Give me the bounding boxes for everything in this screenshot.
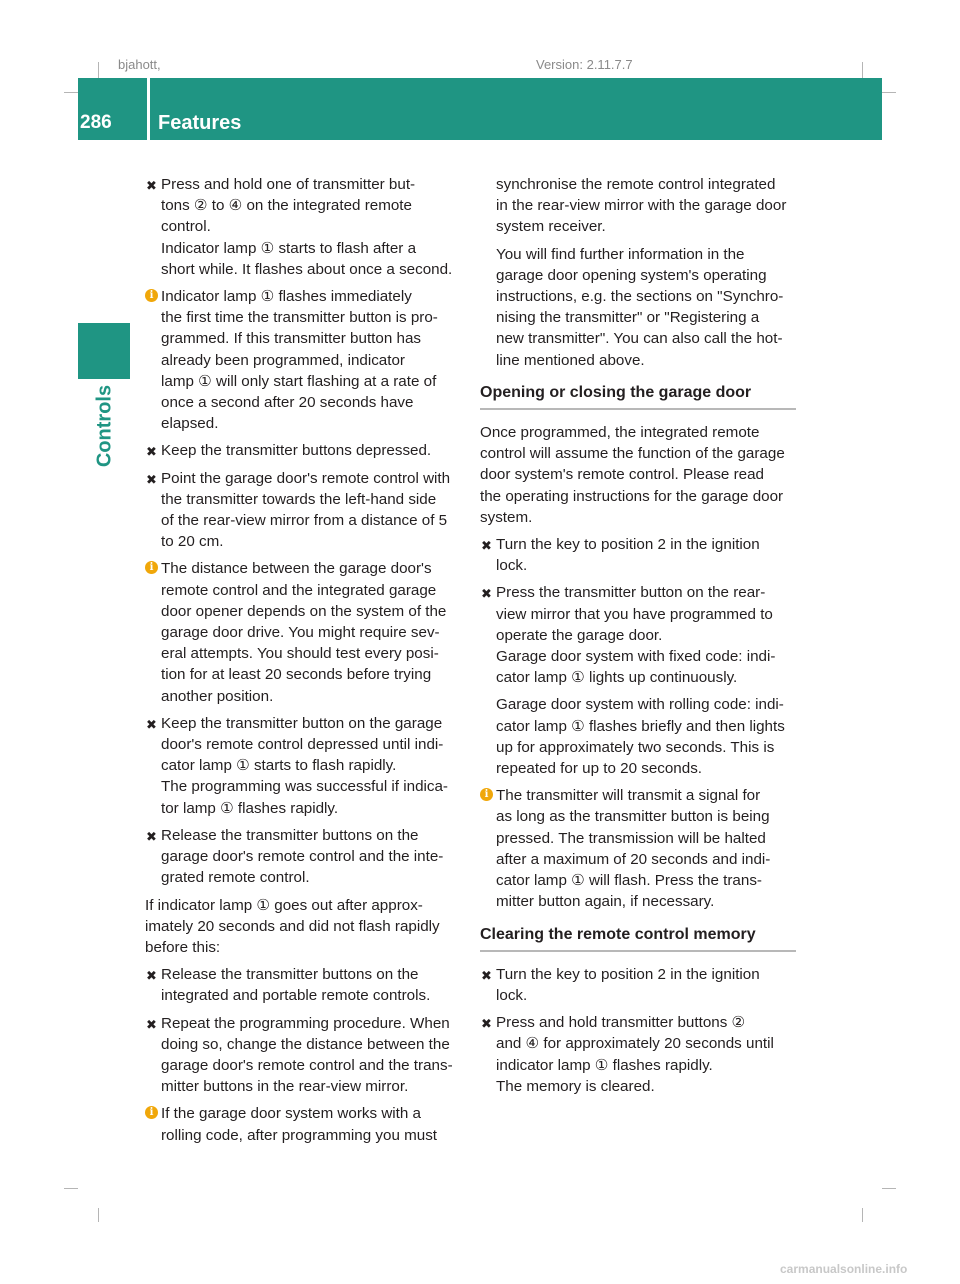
text-line: Indicator lamp ① starts to flash after a: [161, 239, 417, 257]
text-line: tion for at least 20 seconds before trying: [161, 666, 432, 684]
text-line: system receiver.: [496, 218, 606, 236]
text-line: up for approximately two seconds. This is: [496, 738, 775, 756]
text-line: cator lamp ① flashes briefly and then lights: [496, 717, 785, 735]
text-line: garage door's remote control and the trans-: [161, 1056, 453, 1074]
text-line: as long as the transmitter button is being: [496, 808, 770, 826]
body-paragraph: [480, 422, 796, 528]
text-line: Repeat the programming procedure. When: [161, 1014, 450, 1032]
instruction-step: [480, 534, 796, 576]
text-line: cator lamp ① will flash. Press the trans-: [496, 872, 762, 890]
arrow-marker-icon: ✖: [146, 828, 157, 844]
text-line: view mirror that you have programmed to: [496, 605, 773, 623]
text-line: in the rear-view mirror with the garage door: [496, 197, 787, 215]
crop-mark: [862, 62, 863, 78]
text-line: tor lamp ① flashes rapidly.: [161, 799, 339, 817]
text-line: the transmitter towards the left-hand side: [161, 490, 437, 508]
text-line: The programming was successful if indica-: [161, 778, 448, 796]
text-line: door opener depends on the system of the: [161, 602, 447, 620]
instruction-step: [145, 713, 463, 819]
arrow-marker-icon: ✖: [146, 471, 157, 487]
info-note: [480, 785, 796, 912]
instruction-step: [145, 964, 463, 1006]
page-number: 286: [80, 112, 112, 133]
header-meta-left: bjahott,: [118, 58, 161, 72]
text-line: already been programmed, indicator: [161, 351, 405, 369]
text-line: Indicator lamp ① flashes immediately: [161, 288, 412, 306]
crop-mark: [882, 1188, 896, 1189]
text-line: imately 20 seconds and did not flash rapidly: [145, 917, 440, 935]
info-icon: i: [145, 561, 158, 574]
text-line: operate the garage door.: [496, 626, 663, 644]
info-icon: i: [145, 289, 158, 302]
text-line: eral attempts. You should test every posi-: [161, 645, 439, 663]
text-line: Release the transmitter buttons on the: [161, 966, 419, 984]
text-line: Release the transmitter buttons on the: [161, 826, 419, 844]
header-meta-right: Version: 2.11.7.7: [536, 58, 633, 72]
text-line: nising the transmitter" or "Registering a: [496, 309, 760, 327]
text-line: Press the transmitter button on the rear-: [496, 584, 766, 602]
text-line: door system's remote control. Please read: [480, 466, 764, 484]
text-line: Point the garage door's remote control with: [161, 469, 451, 487]
arrow-marker-icon: ✖: [146, 716, 157, 732]
crop-mark: [64, 1188, 78, 1189]
text-line: tons ② to ④ on the integrated remote: [161, 197, 412, 215]
crop-mark: [98, 62, 99, 78]
text-line: another position.: [161, 687, 274, 705]
text-line: instructions, e.g. the sections on "Synchro-: [496, 288, 784, 306]
text-line: grated remote control.: [161, 869, 310, 887]
text-line: doing so, change the distance between the: [161, 1035, 450, 1053]
text-line: system.: [480, 508, 533, 526]
info-note: [145, 286, 463, 434]
text-line: to 20 cm.: [161, 533, 224, 551]
crop-mark: [862, 1208, 863, 1222]
instruction-step: [145, 174, 463, 280]
text-line: grammed. If this transmitter button has: [161, 330, 421, 348]
text-line: synchronise the remote control integrated: [496, 176, 776, 193]
section-heading: [480, 924, 796, 952]
text-line: Garage door system with fixed code: indi-: [496, 648, 776, 666]
text-line: the operating instructions for the garage door: [480, 487, 784, 505]
text-line: garage door drive. You might require sev-: [161, 624, 440, 642]
arrow-marker-icon: ✖: [146, 444, 157, 460]
text-line: control.: [161, 218, 211, 236]
text-line: You will find further information in the: [496, 245, 745, 263]
instruction-step: [480, 1012, 796, 1097]
text-line: Keep the transmitter buttons depressed.: [161, 442, 432, 460]
instruction-step: [145, 468, 463, 553]
instruction-step: [480, 964, 796, 1006]
text-line: repeated for up to 20 seconds.: [496, 760, 703, 778]
text-line: Once programmed, the integrated remote: [480, 424, 760, 442]
arrow-marker-icon: ✖: [481, 538, 492, 554]
info-icon: i: [480, 788, 493, 801]
left-column: [145, 174, 463, 1152]
crop-mark: [98, 1208, 99, 1222]
text-line: lamp ① will only start flashing at a rate of: [161, 372, 437, 390]
text-line: indicator lamp ① flashes rapidly.: [496, 1056, 713, 1074]
text-line: before this:: [145, 938, 221, 956]
right-column: [480, 174, 796, 1103]
text-line: If the garage door system works with a: [161, 1105, 421, 1123]
text-line: Garage door system with rolling code: indi-: [496, 696, 784, 714]
text-line: Press and hold one of transmitter but-: [161, 176, 416, 193]
text-line: garage door's remote control and the inte-: [161, 848, 444, 866]
text-line: Clearing the remote control memory: [480, 925, 756, 943]
text-line: The transmitter will transmit a signal for: [496, 787, 761, 805]
text-line: Keep the transmitter button on the garage: [161, 714, 443, 732]
arrow-marker-icon: ✖: [481, 586, 492, 602]
text-line: of the rear-view mirror from a distance of 5: [161, 512, 448, 530]
text-line: If indicator lamp ① goes out after approx-: [145, 896, 423, 914]
text-line: cator lamp ① lights up continuously.: [496, 669, 738, 687]
text-line: cator lamp ① starts to flash rapidly.: [161, 757, 397, 775]
text-line: Turn the key to position 2 in the ignition: [496, 536, 760, 554]
text-line: and ④ for approximately 20 seconds until: [496, 1035, 774, 1053]
instruction-step: [145, 825, 463, 889]
text-line: line mentioned above.: [496, 351, 645, 369]
text-line: door's remote control depressed until indi-: [161, 736, 444, 754]
text-line: new transmitter". You can also call the hot-: [496, 330, 783, 348]
text-line: rolling code, after programming you must: [161, 1126, 438, 1144]
text-line: mitter buttons in the rear-view mirror.: [161, 1078, 409, 1096]
info-icon: i: [145, 1106, 158, 1119]
text-line: after a maximum of 20 seconds and indi-: [496, 850, 771, 868]
text-line: integrated and portable remote controls.: [161, 987, 431, 1005]
text-line: The distance between the garage door's: [161, 560, 432, 578]
arrow-marker-icon: ✖: [146, 178, 157, 193]
arrow-marker-icon: ✖: [146, 968, 157, 984]
instruction-detail: [480, 174, 796, 238]
info-note: [145, 1103, 463, 1145]
arrow-marker-icon: ✖: [481, 1016, 492, 1032]
instruction-step: [145, 1013, 463, 1098]
arrow-marker-icon: ✖: [146, 1016, 157, 1032]
side-tab-label: Controls: [93, 384, 116, 468]
side-tab-marker: [78, 323, 130, 379]
text-line: pressed. The transmission will be halted: [496, 829, 766, 847]
text-line: control will assume the function of the garage: [480, 445, 785, 463]
instruction-detail: [480, 244, 796, 371]
text-line: short while. It flashes about once a second.: [161, 260, 453, 278]
instruction-step: [145, 440, 463, 461]
text-line: Turn the key to position 2 in the ignition: [496, 965, 760, 983]
section-heading: [480, 382, 796, 410]
text-line: remote control and the integrated garage: [161, 581, 437, 599]
text-line: Press and hold transmitter buttons ②: [496, 1014, 746, 1032]
section-title: Features: [158, 112, 242, 134]
crop-mark: [64, 92, 78, 93]
crop-mark: [882, 92, 896, 93]
text-line: mitter button again, if necessary.: [496, 893, 715, 911]
text-line: lock.: [496, 557, 528, 575]
text-line: lock.: [496, 986, 528, 1004]
instruction-step: [480, 582, 796, 688]
arrow-marker-icon: ✖: [481, 967, 492, 983]
footer-watermark: carmanualsonline.info: [780, 1262, 908, 1276]
text-line: once a second after 20 seconds have: [161, 394, 414, 412]
header-divider: [147, 78, 150, 140]
text-line: elapsed.: [161, 415, 219, 433]
text-line: The memory is cleared.: [496, 1077, 655, 1095]
text-line: Opening or closing the garage door: [480, 383, 752, 401]
body-paragraph: [145, 895, 463, 959]
instruction-detail: [480, 694, 796, 779]
info-note: [145, 558, 463, 706]
text-line: garage door opening system's operating: [496, 266, 767, 284]
text-line: the first time the transmitter button is pro-: [161, 309, 438, 327]
